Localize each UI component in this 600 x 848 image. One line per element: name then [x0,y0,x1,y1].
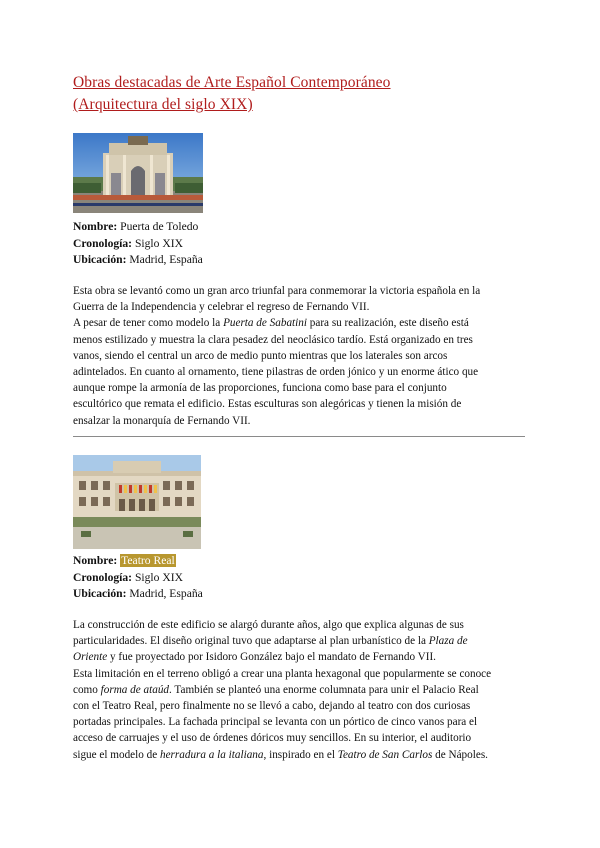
work-1-description [73,283,525,429]
section-divider [73,436,525,437]
title-line-1: Obras destacadas de Arte Español Contemporáneo [73,74,391,91]
text-run: portadas principales. La fachada principal se levanta con un pórtico de cinco vanos para el [73,716,478,729]
work-2-name-row [73,553,203,570]
work-2-chronology-row [73,570,203,587]
paragraph-line [73,747,525,763]
chronology-label: Cronología: [73,236,133,250]
paragraph-line [73,299,525,315]
text-run: como [73,683,101,696]
text-run: Esta obra se levantó como un gran arco triunfal para conmemorar la victoria española en la [73,285,481,297]
paragraph-line [73,380,525,396]
paragraph-line [73,315,525,331]
work-1-chronology: Siglo XIX [134,236,183,250]
paragraph-line [73,413,525,429]
text-run: aunque rompe la armonía de las proporciones, funciona como base para el conjunto [73,382,447,395]
chronology-label: Cronología: [73,570,133,584]
paragraph-line [73,617,525,633]
teatro-real-photo [73,455,201,549]
italic-text: Puerta de Sabatini [223,317,307,330]
text-run: La construcción de este edificio se alargó durante años, algo que explica algunas de sus [73,619,464,631]
work-2-chronology: Siglo XIX [134,570,183,584]
text-run: A pesar de tener como modelo la [73,317,224,330]
text-run: . También se planteó una enorme columnata para unir el Palacio Real [169,683,479,696]
work-2-location-row [73,586,203,603]
text-run: adintelados. En cuanto al ornamento, tiene pilastras de orden jónico y un enorme ático que [73,366,479,379]
paragraph-line [73,730,525,746]
paragraph-line [73,649,525,665]
text-run: acceso de carruajes y el uso de órdenes dóricos muy sencillos. En su interior, el auditorio [73,732,472,745]
paragraph-line [73,283,525,299]
name-label: Nombre: [73,220,118,233]
text-run: de Nápoles. [432,748,488,761]
italic-text: herradura a la italiana [160,748,264,761]
paragraph-line [73,633,525,649]
name-label: Nombre: [73,554,118,567]
paragraph-line [73,348,525,364]
work-1-info [73,219,203,269]
document-title [73,72,533,116]
location-label: Ubicación: [73,587,127,600]
work-2-description [73,617,525,763]
puerta-de-toledo-photo [73,133,203,213]
paragraph-line [73,666,525,682]
text-run: Esta limitación en el terreno obligó a crear una planta hexagonal que popularmente se conoce [73,667,492,680]
paragraph-line [73,396,525,412]
work-1-location: Madrid, España [129,253,203,266]
title-line-2: (Arquitectura del siglo XIX) [73,96,253,113]
paragraph-line [73,714,525,730]
work-1-name: Puerta de Toledo [120,220,199,233]
italic-text: Teatro de San Carlos [337,748,433,761]
work-1-name-row [73,219,203,236]
italic-text: Oriente [73,651,108,664]
work-1-chronology-row [73,236,203,253]
paragraph-line [73,682,525,698]
text-run: ensalzar la monarquía de Fernando VII. [73,414,251,427]
text-run: escultórico que remata el edificio. Estas esculturas son alegóricas y tienen la misión de [73,398,462,411]
text-run: Guerra de la Independencia y celebrar el regreso de Fernando VII. [73,301,370,314]
text-run: y fue proyectado por Isidoro González bajo el mandato de Fernando VII. [107,651,436,664]
text-run: sigue el modelo de [73,748,160,761]
work-2-info [73,553,203,603]
paragraph-line [73,364,525,380]
location-label: Ubicación: [73,253,127,266]
text-run: vanos, siendo el central un arco de medio punto mientras que los laterales son arcos [73,349,448,362]
text-run: , inspirado en el [263,748,338,761]
text-run: particularidades. El diseño original tuvo que adaptarse al plan urbanístico de la [73,635,429,648]
work-2-name-highlighted: Teatro Real [121,554,175,567]
italic-text: Plaza de [428,635,468,648]
text-run: menos estilizado y muestra la clara pesadez del neoclásico tardío. Está organizado en tres [73,333,473,346]
italic-text: forma de ataúd [100,683,170,696]
paragraph-line [73,698,525,714]
text-run: con el Teatro Real, pero finalmente no se llevó a cabo, dejando al teatro con dos curiosas [73,700,471,713]
work-1-location-row [73,252,203,269]
text-run: para su realización, este diseño está [306,317,469,330]
work-2-location: Madrid, España [129,587,203,600]
paragraph-line [73,332,525,348]
